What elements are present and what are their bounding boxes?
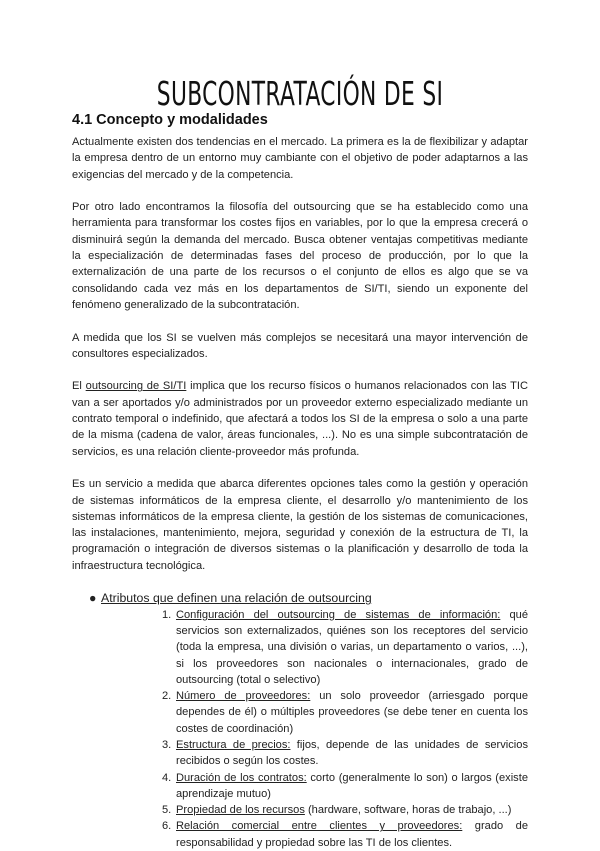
paragraph (72, 476, 528, 574)
list-item (101, 802, 528, 818)
item-text: un solo proveedor (arriesgado porque dependes de él) o múltiples proveedores (se debe tener en cuenta los costes de coordinación) (176, 690, 528, 735)
item-number: 1. (162, 608, 172, 621)
item-term: Número de proveedores: (176, 690, 311, 703)
section-heading: 4.1 Concepto y modalidades (72, 112, 268, 128)
paragraph-text: A medida que los SI se vuelven más complejos se necesitará una mayor intervención de consultores especializados. (72, 331, 528, 360)
underlined-term: outsourcing de SI/TI (85, 380, 187, 393)
item-number: 6. (162, 820, 172, 833)
list-item (101, 818, 528, 851)
paragraph-text: El (72, 380, 86, 393)
item-number: 2. (162, 690, 172, 703)
bullet-icon: ● (89, 591, 97, 606)
item-text: qué servicios son externalizados, quiénes son los receptores del servicio (toda la empresa, una división o varias, un departamento o varios, ...), si los proveedores son nacionales o internacionales, grado de outsourcing (total o selectivo) (176, 608, 528, 686)
paragraph-text: Por otro lado encontramos la filosofía del outsourcing que se ha establecido como una herramienta para transformar los costes fijos en variables, por lo que la empresa crecerá o disminuirá según la demanda del mercado. Busca obtener ventajas competitivas mediante la especialización de determinadas fases del proceso de producción, por lo que la externalización de una parte de los recursos o el conjunto de ellos es algo que se va consolidando cada vez más en los departamentos de SI/TI, siendo un exponente del fenómeno generalizado de la subcontratación. (72, 201, 528, 311)
paragraph (72, 330, 528, 363)
paragraph (72, 199, 528, 313)
item-term: Relación comercial entre clientes y proveedores: (176, 820, 463, 833)
paragraph-text: Es un servicio a medida que abarca diferentes opciones tales como la gestión y operación de sistemas informáticos de la empresa cliente, el desarrollo y/o mantenimiento de los sistemas informáticos de la empresa cliente, la gestión de los sistemas de comunicaciones, las instalaciones, mantenimiento, mejora, seguridad y conexión de la estructura de TI, la programación o integración de diversos sistemas o la planificación y desarrollo de toda la infraestructura tecnológica. (72, 478, 528, 572)
paragraph (72, 134, 528, 183)
document-title-text: SUBCONTRATACIÓN DE SI (156, 74, 444, 113)
list-item (101, 607, 528, 688)
item-number: 5. (162, 804, 172, 817)
bullet-label: Atributos que definen una relación de outsourcing (101, 591, 372, 606)
paragraph-text: Actualmente existen dos tendencias en el mercado. La primera es la de flexibilizar y adaptar la empresa dentro de un entorno muy cambiante con el objetivo de poder adaptarnos a las exigencias del mercado y de la competencia. (72, 136, 528, 181)
item-term: Propiedad de los recursos (176, 804, 305, 817)
item-text: (hardware, software, horas de trabajo, ...) (304, 804, 512, 817)
list-item (101, 770, 528, 803)
list-item (101, 688, 528, 737)
list-item (101, 737, 528, 770)
item-term: Duración de los contratos: (176, 771, 307, 784)
item-number: 3. (162, 738, 172, 751)
bullet-list (72, 590, 528, 851)
item-term: Estructura de precios: (176, 738, 291, 751)
document-title (0, 74, 600, 114)
item-text: fijos, depende de las unidades de servicios recibidos o según los costes. (176, 738, 528, 768)
item-number: 4. (162, 771, 172, 784)
numbered-list (101, 607, 528, 851)
bullet-item (72, 590, 528, 851)
item-text: grado de responsabilidad y propiedad sobre las TI de los clientes. (176, 820, 528, 849)
document-body (72, 134, 528, 851)
paragraph (72, 378, 528, 459)
item-text: corto (generalmente lo son) o largos (existe aprendizaje mutuo) (176, 771, 528, 800)
item-term: Configuración del outsourcing de sistemas de información: (176, 608, 501, 621)
paragraph-text: implica que los recurso físicos o humanos relacionados con las TIC van a ser aportados y/o administrados por un proveedor externo especializado mediante un contrato temporal o indefinido, que afectará a todos los SI de la empresa o solo a una parte de la misma (cadena de valor, áreas funcionales, ...). No es una simple subcontratación de servicios, es una relación cliente-proveedor más profunda. (72, 380, 529, 458)
